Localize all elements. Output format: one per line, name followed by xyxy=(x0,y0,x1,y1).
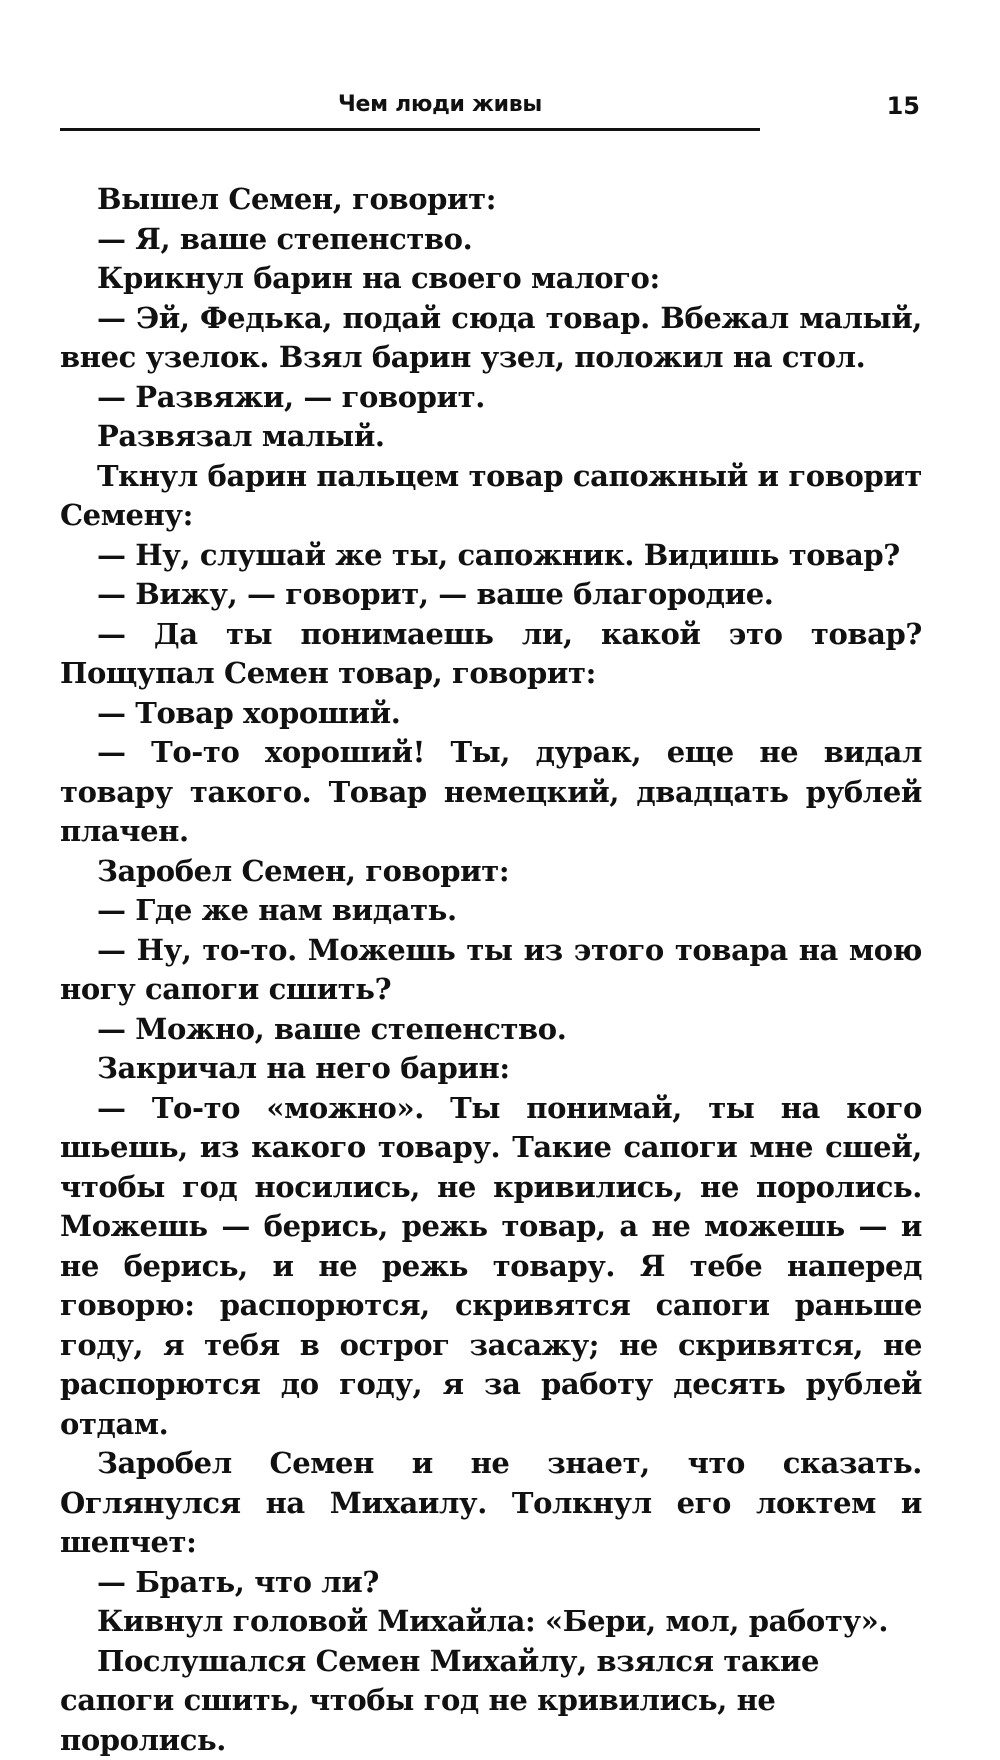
paragraph: — Брать, что ли? xyxy=(60,1563,922,1603)
paragraph: — Товар хороший. xyxy=(60,694,922,734)
paragraph: Заробел Семен, говорит: xyxy=(60,852,922,892)
page-number: 15 xyxy=(887,92,920,120)
paragraph: — Вижу, — говорит, — ваше благородие. xyxy=(60,575,922,615)
paragraph: — То-то «можно». Ты понимай, ты на кого шьешь, из какого товару. Такие сапоги мне сшей, чтобы год носились, не кривились, не поролись. Можешь — берись, режь товар, а не можешь — и не берись, и не режь товару. Я тебе наперед говорю: распорются, скривятся сапоги раньше году, я тебя в острог засажу; не скривятся, не распорются до году, я за работу десять рублей отдам. xyxy=(60,1089,922,1445)
paragraph: Вышел Семен, говорит: xyxy=(60,180,922,220)
paragraph: Послушался Семен Михайлу, взялся такие сапоги сшить, чтобы год не кривились, не поролись. xyxy=(60,1642,922,1760)
paragraph: Развязал малый. xyxy=(60,417,922,457)
header-rule xyxy=(60,128,760,131)
paragraph: Ткнул барин пальцем товар сапожный и говорит Семену: xyxy=(60,457,922,536)
paragraph: — Эй, Федька, подай сюда товар. Вбежал малый, внес узелок. Взял барин узел, положил на стол. xyxy=(60,299,922,378)
paragraph: — Можно, ваше степенство. xyxy=(60,1010,922,1050)
paragraph: Закричал на него барин: xyxy=(60,1049,922,1089)
paragraph: — Ну, то-то. Можешь ты из этого товара на мою ногу сапоги сшить? xyxy=(60,931,922,1010)
paragraph: — Развяжи, — говорит. xyxy=(60,378,922,418)
paragraph: Крикнул барин на своего малого: xyxy=(60,259,922,299)
paragraph: — Ну, слушай же ты, сапожник. Видишь товар? xyxy=(60,536,922,576)
paragraph: — Да ты понимаешь ли, какой это товар? Пощупал Семен товар, говорит: xyxy=(60,615,922,694)
paragraph: — То-то хороший! Ты, дурак, еще не видал товару такого. Товар немецкий, двадцать рублей плачен. xyxy=(60,733,922,852)
paragraph: Заробел Семен и не знает, что сказать. Оглянулся на Михаилу. Толкнул его локтем и шепчет: xyxy=(60,1444,922,1563)
paragraph: — Я, ваше степенство. xyxy=(60,220,922,260)
running-title: Чем люди живы xyxy=(300,92,580,117)
paragraph: Кивнул головой Михайла: «Бери, мол, работу». xyxy=(60,1602,922,1642)
page-header xyxy=(60,92,920,132)
body-text xyxy=(60,180,922,1760)
paragraph: — Где же нам видать. xyxy=(60,891,922,931)
